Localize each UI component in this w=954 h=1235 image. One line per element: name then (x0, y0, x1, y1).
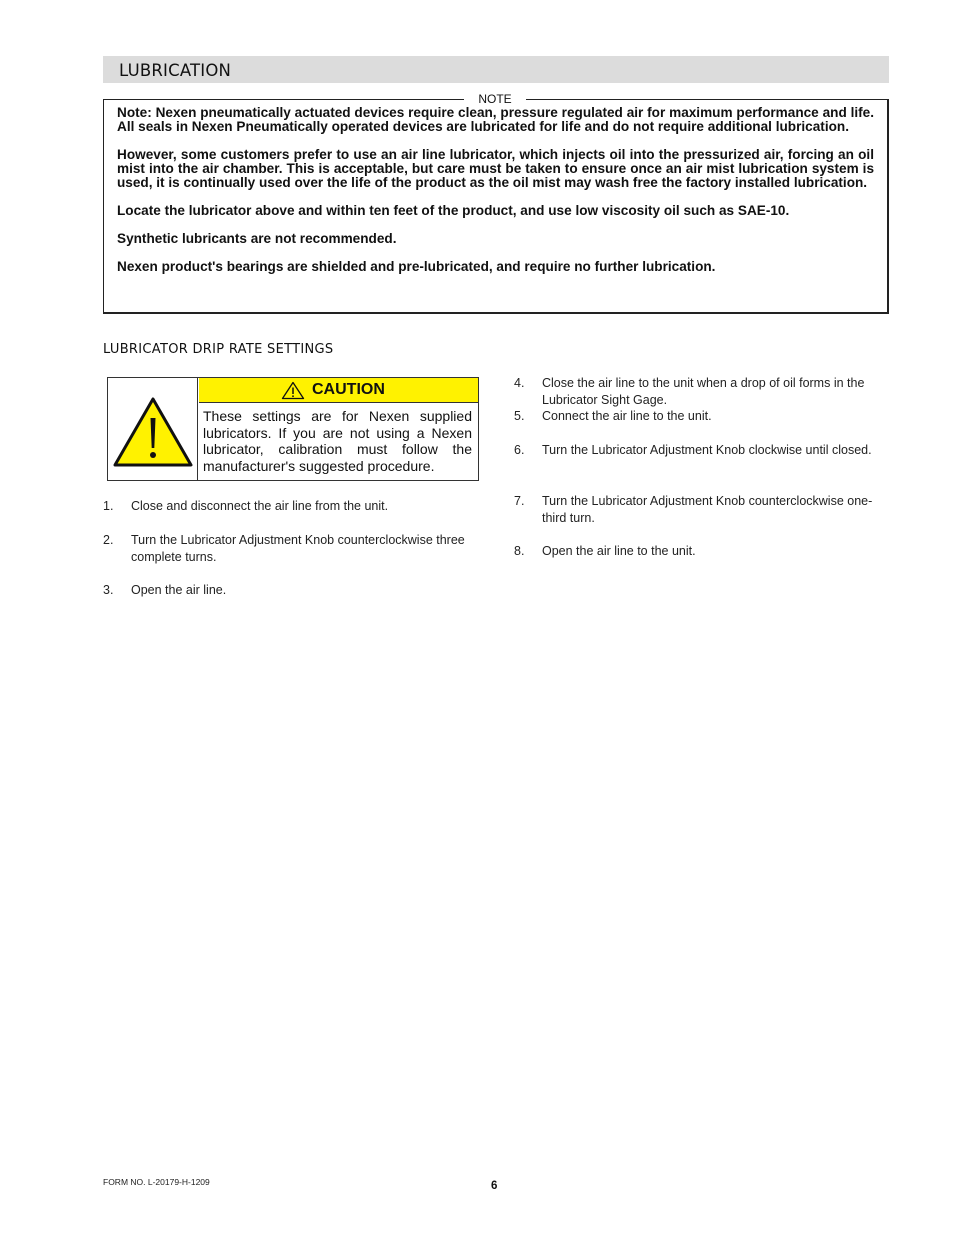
note-paragraph: Nexen product's bearings are shielded and pre-lubricated, and require no further lubrication. (117, 259, 716, 274)
form-number: FORM NO. L-20179-H-1209 (103, 1177, 210, 1187)
step-number: 2. (103, 533, 114, 547)
note-paragraph: However, some customers prefer to use an air line lubricator, which injects oil into the pressurized air, forcing an oil mist into the air chamber. This is acceptable, but care must be taken to ensure once an air mist lubrication system is used, it is continually used over the life of the product as the oil mist may wash free the factory installed lubrication. (117, 147, 874, 190)
note-paragraph: Locate the lubricator above and within ten feet of the product, and use low viscosity oil such as SAE-10. (117, 203, 790, 218)
step-number: 7. (514, 494, 525, 508)
caution-icon-cell (108, 378, 198, 480)
step-text: Turn the Lubricator Adjustment Knob clockwise until closed. (542, 443, 872, 457)
page-number: 6 (491, 1180, 498, 1192)
step-text: Connect the air line to the unit. (542, 409, 712, 423)
caution-text: These settings are for Nexen supplied lubricators. If you are not using a Nexen lubricator, calibration must follow the manufacturer's suggested procedure. (203, 408, 472, 474)
note-paragraph: Synthetic lubricants are not recommended. (117, 231, 397, 246)
note-content (117, 106, 874, 288)
step-number: 3. (103, 583, 114, 597)
note-label: NOTE (464, 91, 526, 107)
step-number: 1. (103, 499, 114, 513)
step-text: Turn the Lubricator Adjustment Knob counterclockwise three complete turns. (131, 533, 465, 564)
step-number: 6. (514, 443, 525, 457)
section-title: LUBRICATION (119, 61, 232, 80)
step-number: 5. (514, 409, 525, 423)
step-text: Close the air line to the unit when a drop of oil forms in the Lubricator Sight Gage. (542, 376, 865, 407)
warning-triangle-icon (112, 396, 194, 468)
step-text: Turn the Lubricator Adjustment Knob counterclockwise one-third turn. (542, 494, 873, 525)
step-number: 4. (514, 376, 525, 390)
step-number: 8. (514, 544, 525, 558)
subsection-title: LUBRICATOR DRIP RATE SETTINGS (103, 342, 334, 357)
caution-box (107, 377, 479, 481)
step-text: Open the air line. (131, 583, 227, 597)
note-paragraph: Note: Nexen pneumatically actuated devices require clean, pressure regulated air for maximum performance and life. All seals in Nexen Pneumatically operated devices are lubricated for life and do not require additional lubrication. (117, 105, 874, 134)
caution-title: CAUTION (312, 381, 385, 398)
step-text: Open the air line to the unit. (542, 544, 696, 558)
step-text: Close and disconnect the air line from the unit. (131, 499, 389, 513)
warning-small-icon (281, 381, 305, 400)
caution-header (199, 378, 478, 403)
section-header-bar (103, 56, 889, 83)
